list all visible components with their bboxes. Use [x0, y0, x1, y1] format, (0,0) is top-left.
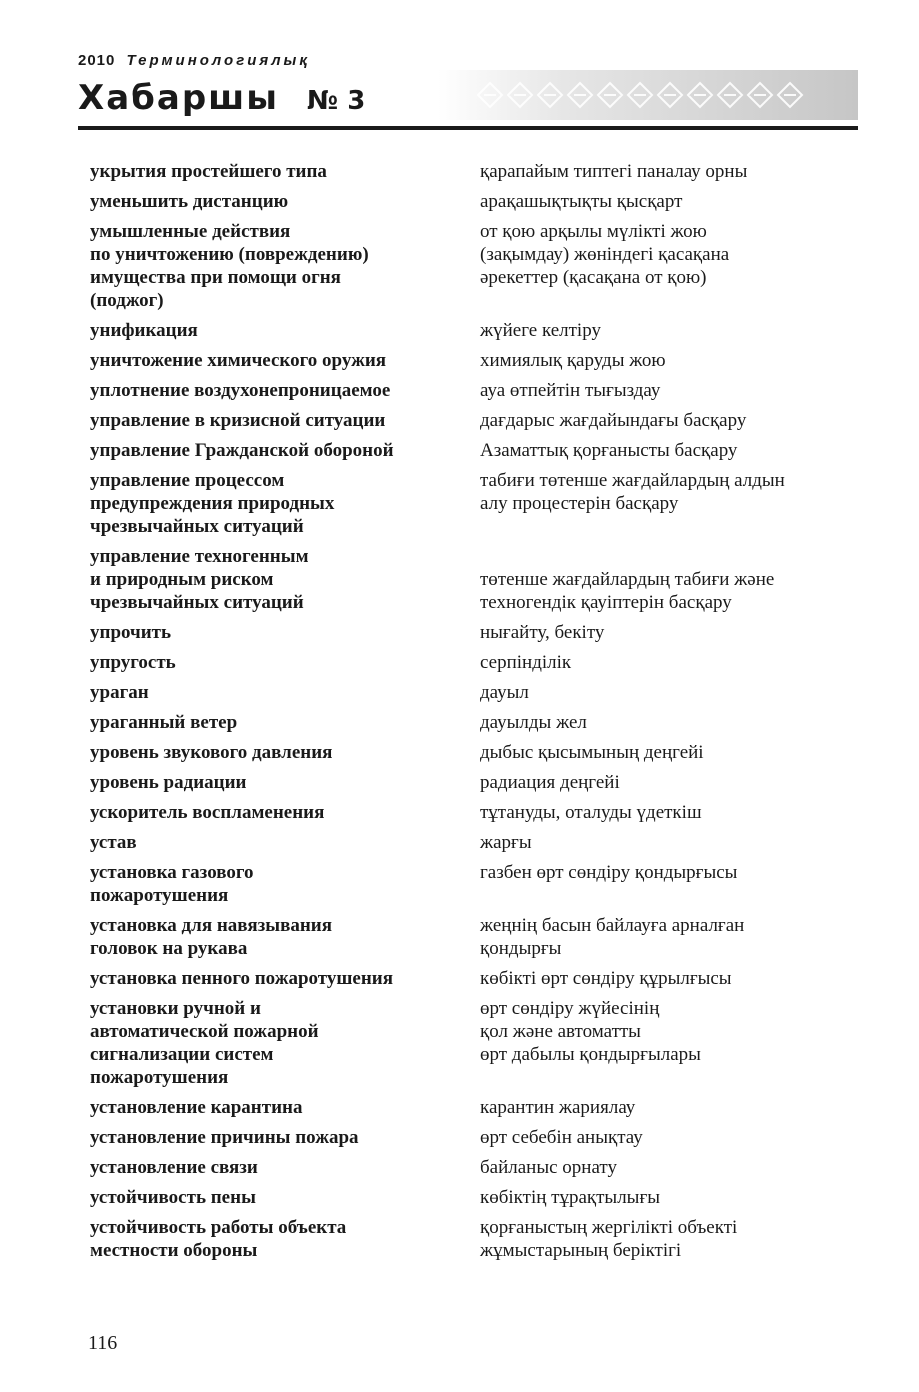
- term-kazakh: көбіктің тұрақтылығы: [480, 1187, 660, 1208]
- term-kazakh: жүйеге келтіру: [480, 320, 601, 341]
- glossary-entry: [90, 711, 870, 734]
- glossary-entry: [90, 997, 870, 1089]
- term-russian: уплотнение воздухонепроницаемое: [90, 380, 391, 401]
- header-title-line: [78, 78, 365, 118]
- term-russian: управление Гражданской обороной: [90, 440, 394, 461]
- term-kazakh: дағдарыс жағдайындағы басқару: [480, 410, 747, 431]
- glossary-entry: [90, 771, 870, 794]
- term-russian: уровень звукового давления: [90, 742, 333, 763]
- glossary-entry: [90, 681, 870, 704]
- term-russian: установление причины пожара: [90, 1127, 359, 1148]
- term-kazakh: радиация деңгейі: [480, 772, 620, 793]
- term-kazakh: қарапайым типтегі паналау орны: [480, 161, 748, 182]
- glossary-entry: [90, 861, 870, 907]
- term-kazakh: төтенше жағдайлардың табиғи және техногендік қауіптерін басқару: [480, 569, 775, 613]
- term-kazakh: от қою арқылы мүлікті жою (зақымдау) жөніндегі қасақана әрекеттер (қасақана от қою): [480, 221, 730, 288]
- term-russian: устав: [90, 832, 137, 853]
- term-russian: установка газового пожаротушения: [90, 862, 254, 906]
- term-russian: ураганный ветер: [90, 712, 238, 733]
- header-title: Хабаршы: [78, 78, 280, 118]
- term-russian: установка для навязывания головок на рукава: [90, 915, 332, 959]
- page-header: [78, 48, 858, 134]
- glossary-list: [90, 160, 870, 1269]
- term-kazakh: карантин жариялау: [480, 1097, 636, 1118]
- term-kazakh: тұтануды, оталуды үдеткіш: [480, 802, 702, 823]
- term-kazakh: өрт себебін анықтау: [480, 1127, 643, 1148]
- term-kazakh: Азаматтық қорғанысты басқару: [480, 440, 738, 461]
- term-russian: ураган: [90, 682, 149, 703]
- term-russian: устойчивость работы объекта местности обороны: [90, 1217, 347, 1261]
- term-kazakh: жеңнің басын байлауға арналған қондырғы: [480, 915, 745, 959]
- glossary-entry: [90, 801, 870, 824]
- term-russian: уничтожение химического оружия: [90, 350, 387, 371]
- glossary-entry: [90, 349, 870, 372]
- term-kazakh: байланыс орнату: [480, 1157, 617, 1178]
- header-rule: [78, 126, 858, 130]
- term-russian: устойчивость пены: [90, 1187, 256, 1208]
- glossary-entry: [90, 379, 870, 402]
- glossary-entry: [90, 190, 870, 213]
- header-issue: № 3: [306, 86, 366, 116]
- term-russian: управление в кризисной ситуации: [90, 410, 386, 431]
- glossary-entry: [90, 1126, 870, 1149]
- term-russian: умышленные действия по уничтожению (повреждению) имущества при помощи огня (поджог): [90, 221, 369, 311]
- glossary-entry: [90, 621, 870, 644]
- glossary-entry: [90, 831, 870, 854]
- header-year: 2010: [78, 52, 116, 69]
- glossary-entry: [90, 651, 870, 674]
- header-top-line: [78, 52, 310, 69]
- glossary-entry: [90, 967, 870, 990]
- term-kazakh: өрт сөндіру жүйесінің қол және автоматты өрт дабылы қондырғылары: [480, 998, 701, 1065]
- ornament-pattern-icon: [438, 70, 858, 120]
- term-kazakh: ауа өтпейтін тығыздау: [480, 380, 661, 401]
- glossary-entry: [90, 1156, 870, 1179]
- glossary-entry: [90, 545, 870, 614]
- term-russian: ускоритель воспламенения: [90, 802, 325, 823]
- term-russian: установление карантина: [90, 1097, 303, 1118]
- term-kazakh: дауылды жел: [480, 712, 587, 733]
- term-kazakh: серпінділік: [480, 652, 572, 673]
- term-russian: уменьшить дистанцию: [90, 191, 289, 212]
- glossary-entry: [90, 160, 870, 183]
- term-russian: унификация: [90, 320, 198, 341]
- term-russian: упрочить: [90, 622, 172, 643]
- term-russian: укрытия простейшего типа: [90, 161, 327, 182]
- header-ornament: [438, 70, 858, 120]
- glossary-entry: [90, 1186, 870, 1209]
- term-kazakh: көбікті өрт сөндіру құрылғысы: [480, 968, 732, 989]
- term-kazakh: дыбыс қысымының деңгейі: [480, 742, 704, 763]
- glossary-entry: [90, 741, 870, 764]
- term-kazakh: дауыл: [480, 682, 529, 703]
- glossary-entry: [90, 914, 870, 960]
- term-russian: установка пенного пожаротушения: [90, 968, 394, 989]
- term-russian: упругость: [90, 652, 176, 673]
- glossary-entry: [90, 469, 870, 538]
- term-kazakh: химиялық қаруды жою: [480, 350, 666, 371]
- term-russian: управление техногенным и природным риском чрезвычайных ситуаций: [90, 546, 309, 613]
- glossary-entry: [90, 409, 870, 432]
- glossary-entry: [90, 1096, 870, 1119]
- glossary-entry: [90, 220, 870, 312]
- term-russian: управление процессом предупреждения природных чрезвычайных ситуаций: [90, 470, 335, 537]
- glossary-entry: [90, 319, 870, 342]
- term-kazakh: жарғы: [480, 832, 532, 853]
- page-number: 116: [88, 1332, 118, 1354]
- glossary-entry: [90, 439, 870, 462]
- term-russian: установки ручной и автоматической пожарной сигнализации систем пожаротушения: [90, 998, 319, 1088]
- term-russian: установление связи: [90, 1157, 258, 1178]
- term-russian: уровень радиации: [90, 772, 247, 793]
- term-kazakh: нығайту, бекіту: [480, 622, 605, 643]
- header-subtitle: Терминологиялық: [126, 52, 310, 69]
- term-kazakh: қорғаныстың жергілікті объекті жұмыстарының беріктігі: [480, 1217, 738, 1261]
- glossary-entry: [90, 1216, 870, 1262]
- term-kazakh: табиғи төтенше жағдайлардың алдын алу процестерін басқару: [480, 470, 785, 514]
- term-kazakh: газбен өрт сөндіру қондырғысы: [480, 862, 738, 883]
- term-kazakh: арақашықтықты қысқарт: [480, 191, 683, 212]
